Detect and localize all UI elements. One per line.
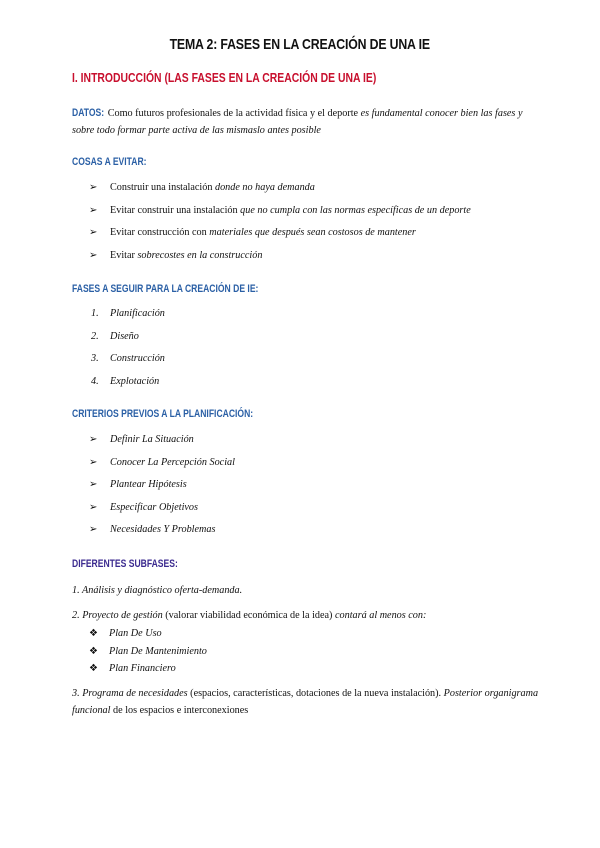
cosas-evitar-heading: COSAS A EVITAR: [72,156,147,168]
arrow-bullet-icon: ➢ [89,479,98,490]
list-item: ➢ Evitar sobrecostes en la construcción [72,247,471,270]
datos-label: DATOS: [72,107,105,119]
subfase-item-3: 3. Programa de necesidades (espacios, características, dotaciones de la nueva instalación). Posterior organigrama funcional de los espacios e interconexiones [72,688,539,716]
page-title: TEMA 2: FASES EN LA CREACIÓN DE UNA IE [169,36,431,53]
subfase-item-1: 1. Análisis y diagnóstico oferta-demanda. [72,585,243,596]
list-item: ❖ Plan Financiero [72,660,207,678]
list-item: ➢ Construir una instalación donde no haya demanda [72,179,471,202]
list-item: ❖ Plan De Uso [72,625,207,643]
section-heading-introduccion: I. INTRODUCCIÓN (LAS FASES EN LA CREACIÓN DE UNA IE) [72,70,377,85]
arrow-bullet-icon: ➢ [89,182,98,193]
arrow-bullet-icon: ➢ [89,227,98,238]
list-item: ➢ Evitar construcción con materiales que después sean costosos de mantener [72,224,471,247]
list-item: ➢ Definir La Situación [72,431,235,454]
subfases-heading: DIFERENTES SUBFASES: [72,558,178,570]
list-item: 3. Construcción [91,353,165,364]
list-item: ➢ Evitar construir una instalación que no cumpla con las normas específicas de un deporte [72,202,471,225]
datos-text-italic: es fundamental conocer bien las fases y sobre todo formar parte activa de las mismaslo antes posible [72,108,523,136]
arrow-bullet-icon: ➢ [89,524,98,535]
list-item: ➢ Necesidades Y Problemas [72,521,235,544]
list-item: 2. Diseño [91,330,139,342]
list-item: ➢ Especificar Objetivos [72,499,235,522]
list-item: 1. Planificación [91,308,165,319]
subfase-2-sublist [72,625,207,678]
criterios-list [72,431,235,544]
fases-list [72,305,165,395]
list-item: ➢ Plantear Hipótesis [72,476,235,499]
fases-heading: FASES A SEGUIR PARA LA CREACIÓN DE IE: [72,283,259,295]
diamond-bullet-icon: ❖ [89,628,98,639]
arrow-bullet-icon: ➢ [89,249,98,261]
subfase-item-2: 2. Proyecto de gestión (valorar viabilidad económica de la idea) contará al menos con: [72,610,427,621]
datos-text: Como futuros profesionales de la actividad física y el deporte [105,108,361,119]
arrow-bullet-icon: ➢ [89,204,98,216]
diamond-bullet-icon: ❖ [89,645,98,657]
datos-paragraph [72,105,542,139]
cosas-evitar-list [72,179,471,269]
arrow-bullet-icon: ➢ [89,501,98,513]
arrow-bullet-icon: ➢ [89,434,98,445]
arrow-bullet-icon: ➢ [89,456,98,468]
diamond-bullet-icon: ❖ [89,663,98,674]
list-item: ❖ Plan De Mantenimiento [72,643,207,661]
criterios-heading: CRITERIOS PREVIOS A LA PLANIFICACIÓN: [72,408,254,420]
list-item: 4. Explotación [91,375,160,387]
list-item: ➢ Conocer La Percepción Social [72,454,235,477]
